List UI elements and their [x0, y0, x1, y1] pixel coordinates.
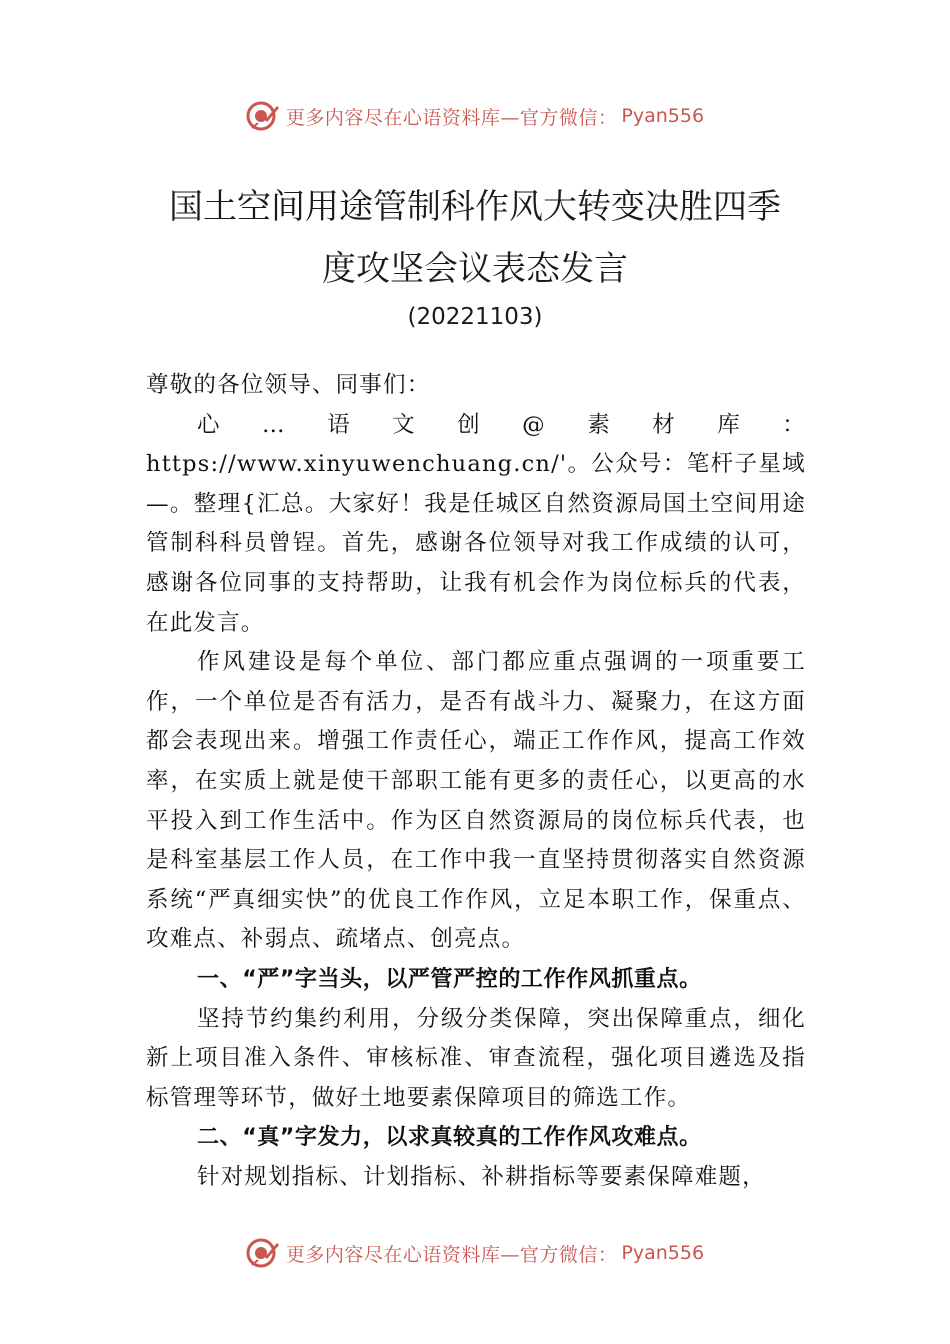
document-title-line2: 度攻坚会议表态发言: [322, 249, 628, 289]
watermark-text: 更多内容尽在心语资料库—官方微信：: [285, 106, 618, 129]
paragraph-section-1: 坚持节约集约利用，分级分类保障，突出保障重点，细化新上项目准入条件、审核标准、审查流程，强化项目遴选及指标管理等环节，做好土地要素保障项目的筛选工作。: [146, 1005, 806, 1111]
document-date: (20221103): [407, 304, 543, 330]
wechat-id: Pyan556: [621, 1242, 705, 1264]
wechat-id: Pyan556: [621, 105, 705, 127]
pen-logo-icon: [246, 99, 280, 133]
section-heading-1: 一、“严”字当头，以严管严控的工作作风抓重点。: [197, 966, 702, 992]
salutation: 尊敬的各位领导、同事们：: [146, 372, 431, 398]
watermark-banner-top: [0, 94, 950, 138]
document-title-line1: 国土空间用途管制科作风大转变决胜四季: [169, 187, 781, 227]
watermark-banner-bottom: [0, 1231, 950, 1275]
section-heading-2: 二、“真”字发力，以求真较真的工作作风攻难点。: [197, 1125, 702, 1151]
paragraph-intro: 心…语文创@素材库：https://www.xinyuwenchuang.cn/'。公众号：笔杆子星域—。整理{汇总。大家好！我是任城区自然资源局国土空间用途管制科科员曾锃。首先，感谢各位领导对我工作成绩的认可，感谢各位同事的支持帮助，让我有机会作为岗位标兵的代表，在此发言。: [146, 411, 806, 636]
watermark-text: 更多内容尽在心语资料库—官方微信：: [285, 1243, 618, 1266]
pen-logo-icon: [246, 1236, 280, 1270]
paragraph-work-style: 作风建设是每个单位、部门都应重点强调的一项重要工作，一个单位是否有活力，是否有战斗力、凝聚力，在这方面都会表现出来。增强工作责任心，端正工作作风，提高工作效率，在实质上就是使干部职工能有更多的责任心，以更高的水平投入到工作生活中。作为区自然资源局的岗位标兵代表，也是科室基层工作人员，在工作中我一直坚持贯彻落实自然资源系统“严真细实快”的优良工作作风，立足本职工作，保重点、攻难点、补弱点、疏堵点、创亮点。: [146, 649, 806, 953]
paragraph-section-2: 针对规划指标、计划指标、补耕指标等要素保障难题，: [197, 1163, 766, 1190]
document-body: [146, 366, 806, 1197]
